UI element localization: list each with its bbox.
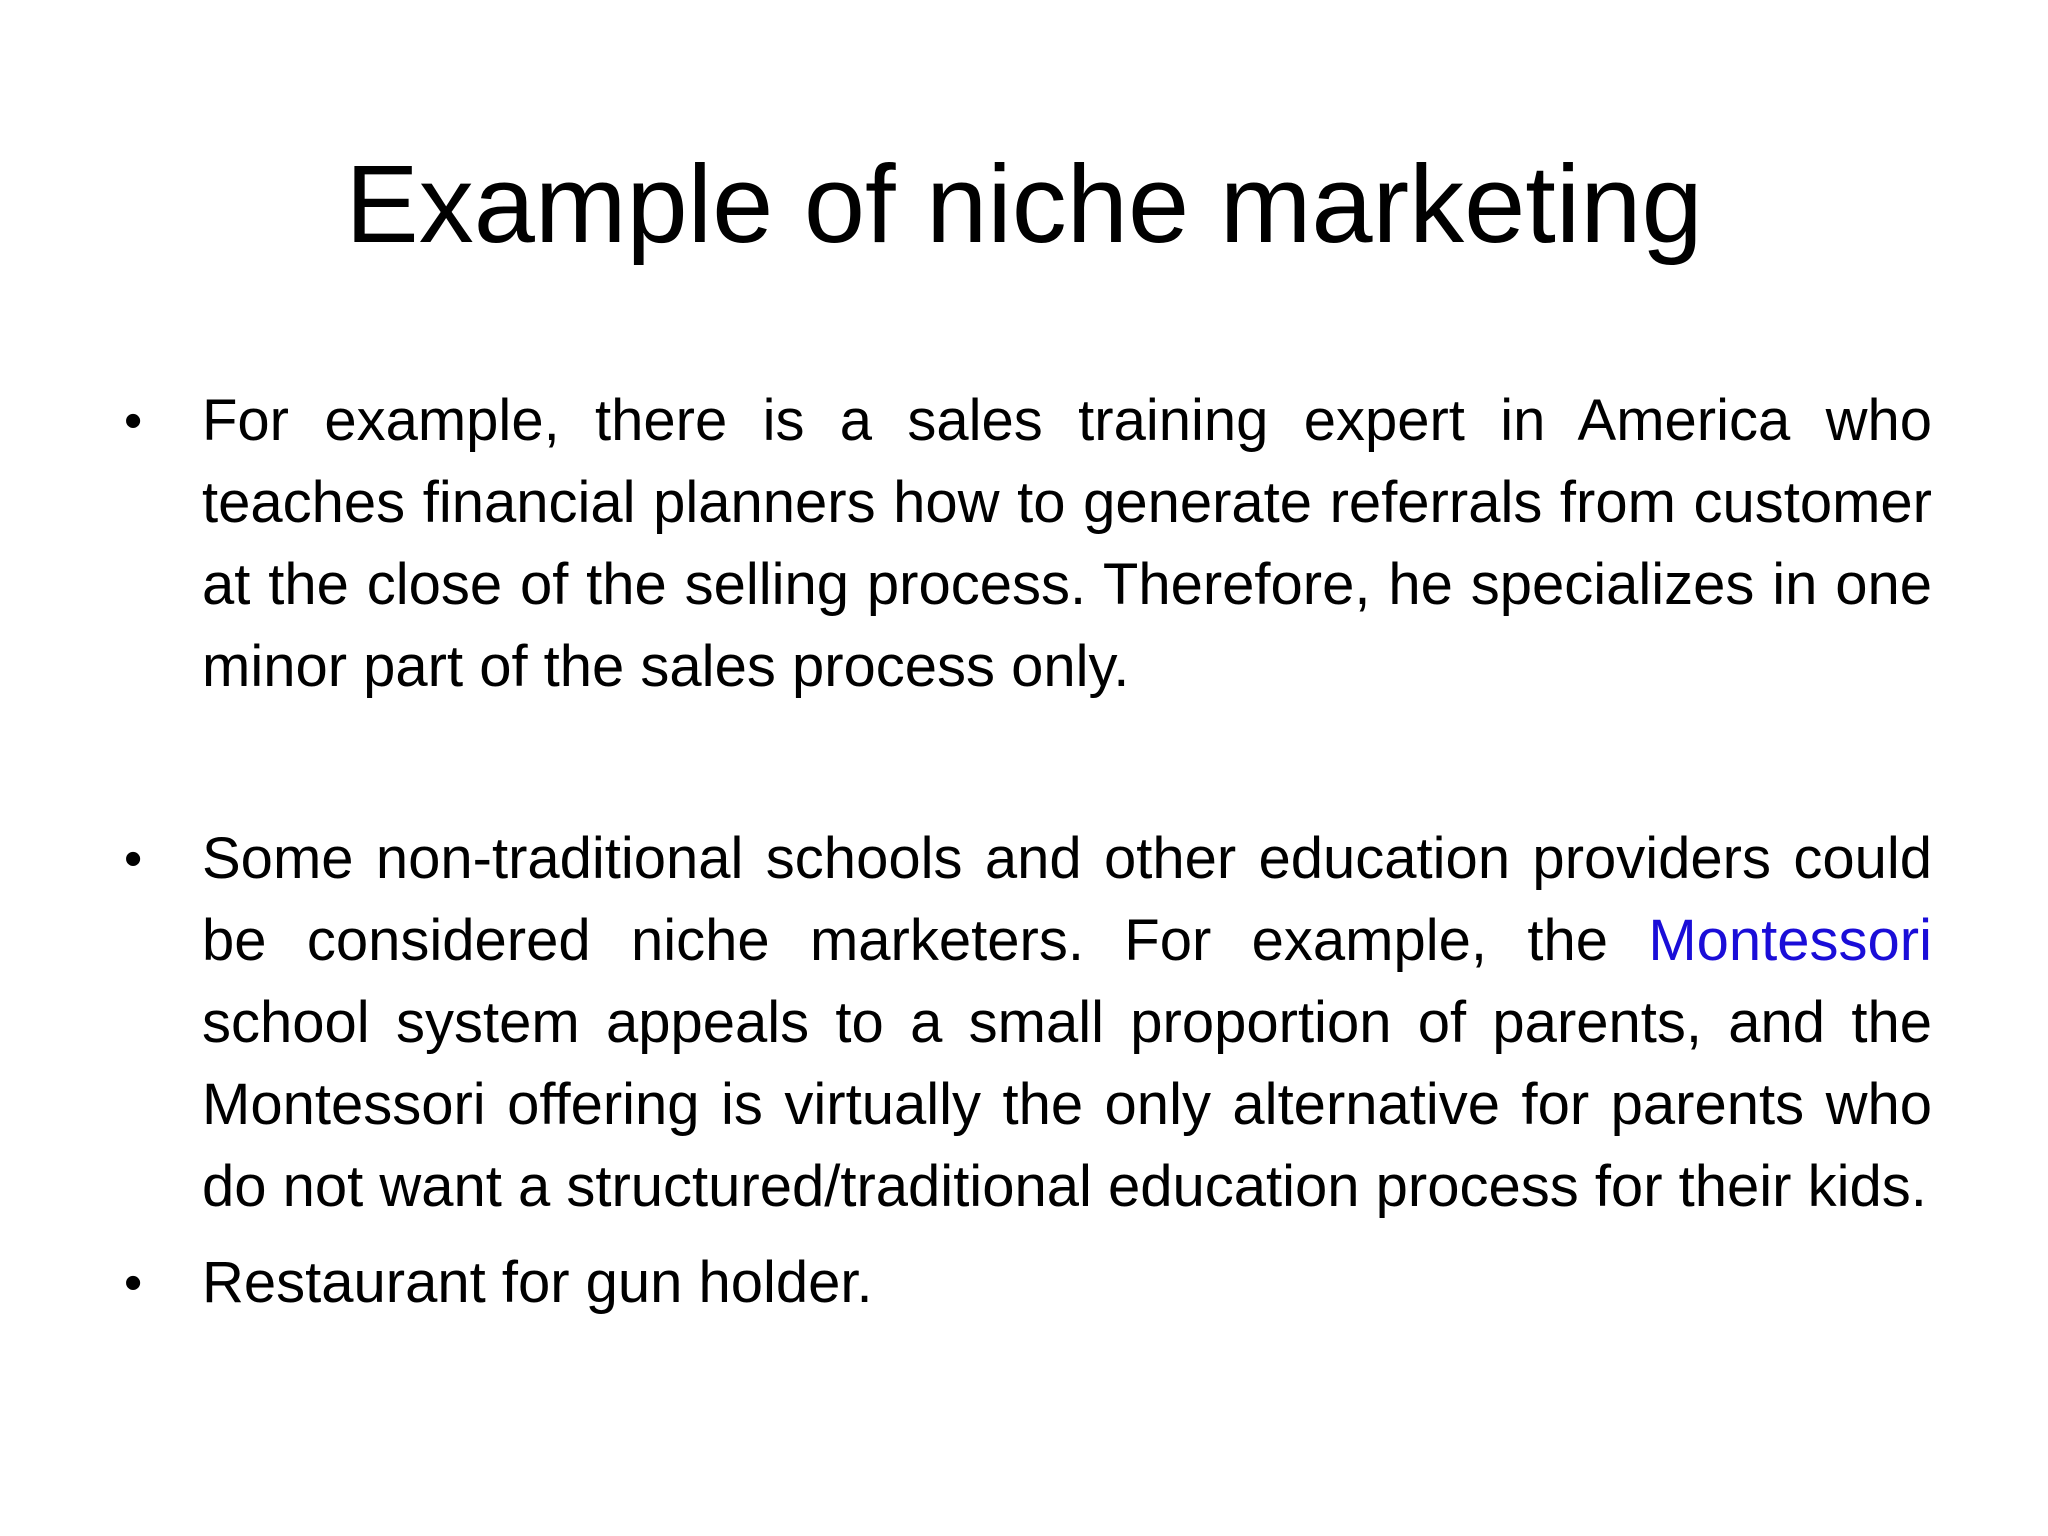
- bullet-icon: •: [124, 830, 143, 888]
- bullet-text-before-link: Some non-traditional schools and other education providers could be considered niche marketers. For example, the: [202, 826, 1932, 973]
- bullet-text: For example, there is a sales training expert in America who teaches financial planners how to generate referrals from customer at the close of the selling process. Therefore, he specializes in one minor part of the sales process only.: [202, 388, 1932, 699]
- bullet-text-after-link: school system appeals to a small proportion of parents, and the Montessori offering is virtually the only alternative for parents who do not want a structured/traditional education process for their kids.: [202, 990, 1932, 1219]
- montessori-link[interactable]: Montessori: [1648, 908, 1932, 973]
- bullet-item-sales-training: [120, 380, 1932, 708]
- bullet-item-restaurant: [120, 1242, 1932, 1324]
- bullet-icon: •: [124, 1254, 143, 1312]
- bullet-list: [120, 380, 1932, 1324]
- slide-title: Example of niche marketing: [345, 143, 1703, 266]
- bullet-item-montessori: [120, 818, 1932, 1228]
- bullet-icon: •: [124, 392, 143, 450]
- bullet-text: Restaurant for gun holder.: [202, 1250, 873, 1315]
